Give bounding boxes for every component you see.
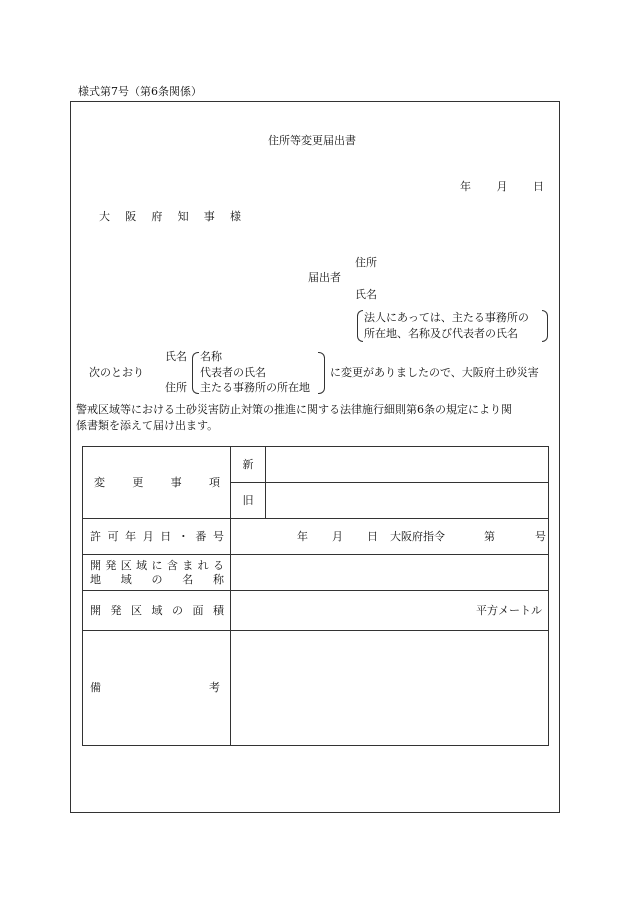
permit-no-prefix: 第 [484,529,495,543]
permit-month: 月 [332,529,343,543]
option-representative: 代表者の氏名 [200,366,266,379]
label-char: ・ [177,529,189,543]
addressee-char: 府 [151,210,163,223]
label-char: 日 [160,529,172,543]
corp-note-line1: 法人にあっては、主たる事務所の [364,311,529,324]
remarks-field[interactable] [231,631,549,746]
label-char: 可 [107,529,119,543]
date-month: 月 [496,180,508,193]
addressee [99,210,241,224]
option-name: 名称 [200,350,222,363]
addressee-char: 知 [177,210,189,223]
notifier-label: 届出者 [308,271,341,284]
label-char: 称 [213,572,224,586]
label-char: の [172,603,183,617]
new-value-field[interactable] [266,447,549,483]
permit-label [83,519,231,555]
permit-directive: 大阪府指令 [390,529,445,543]
option-office-location: 主たる事務所の所在地 [200,381,310,394]
notifier-name-label: 氏名 [355,288,377,301]
label-char: 変 [94,475,105,489]
corp-note-bracket-left [357,310,363,342]
options-bracket-left [192,352,199,394]
label-char: に [151,558,163,572]
area-size-field[interactable] [231,591,549,631]
label-char: 開 [90,558,101,572]
date-year: 年 [460,180,471,193]
label-char: 積 [213,603,224,617]
options-bracket-right [318,352,325,394]
label-char: の [151,572,163,586]
label-char: 更 [132,475,144,489]
statement-tail: に変更がありましたので、大阪府土砂災害 [330,366,539,379]
label-char: 区 [131,603,142,617]
label-char: 番 [195,529,207,543]
addressee-char: 様 [229,210,241,223]
new-label: 新 [231,447,266,483]
date-day: 日 [533,180,544,193]
label-char: 発 [110,603,122,617]
statement-line2: 警戒区域等における土砂災害防止対策の推進に関する法律施行細則第6条の規定により関 [76,403,512,416]
label-char: る [213,558,224,572]
label-char: 域 [151,603,163,617]
label-char: 発 [105,558,117,572]
date-line [460,180,544,194]
label-char: 区 [120,558,132,572]
area-size-unit: 平方メートル [476,603,542,617]
old-label: 旧 [231,483,266,519]
addressee-char: 阪 [125,210,137,223]
label-char: 面 [192,603,204,617]
permit-no-suffix: 号 [535,529,546,543]
label-char: 号 [212,529,224,543]
label-char: 名 [182,572,194,586]
label-char: 月 [142,529,154,543]
permit-year: 年 [297,529,308,543]
label-char: 年 [125,529,137,543]
area-size-label [83,591,231,631]
statement-line3: 係書類を添えて届け出ます。 [76,419,219,432]
label-char: れ [197,558,209,572]
form-title: 住所等変更届出書 [268,134,356,147]
permit-value-field[interactable] [231,519,549,555]
label-char: 許 [90,529,101,543]
addressee-char: 事 [203,210,215,223]
details-table [82,446,549,746]
label-char: 域 [136,558,148,572]
statement-name-label: 氏名 [165,350,187,363]
change-items-label [83,447,231,519]
notifier-address-label: 住所 [355,256,377,269]
area-name-field[interactable] [231,555,549,591]
area-name-label [83,555,231,591]
corp-note-line2: 所在地、名称及び代表者の氏名 [364,327,518,340]
label-char: 含 [166,558,178,572]
statement-lead: 次のとおり [89,366,144,379]
label-char: ま [182,558,194,572]
permit-day: 日 [367,529,378,543]
label-char: 項 [208,475,220,489]
label-char: 事 [170,475,182,489]
label-char: 開 [90,603,101,617]
corp-note-bracket-right [542,310,548,342]
label-char: 備 [90,681,101,694]
label-char: 域 [120,572,132,586]
form-number: 様式第7号（第6条関係） [78,85,202,98]
addressee-char: 大 [99,210,110,223]
label-char: 考 [209,681,220,694]
old-value-field[interactable] [266,483,549,519]
remarks-label [83,631,231,746]
label-char: 地 [90,572,101,586]
statement-address-label: 住所 [165,381,187,394]
